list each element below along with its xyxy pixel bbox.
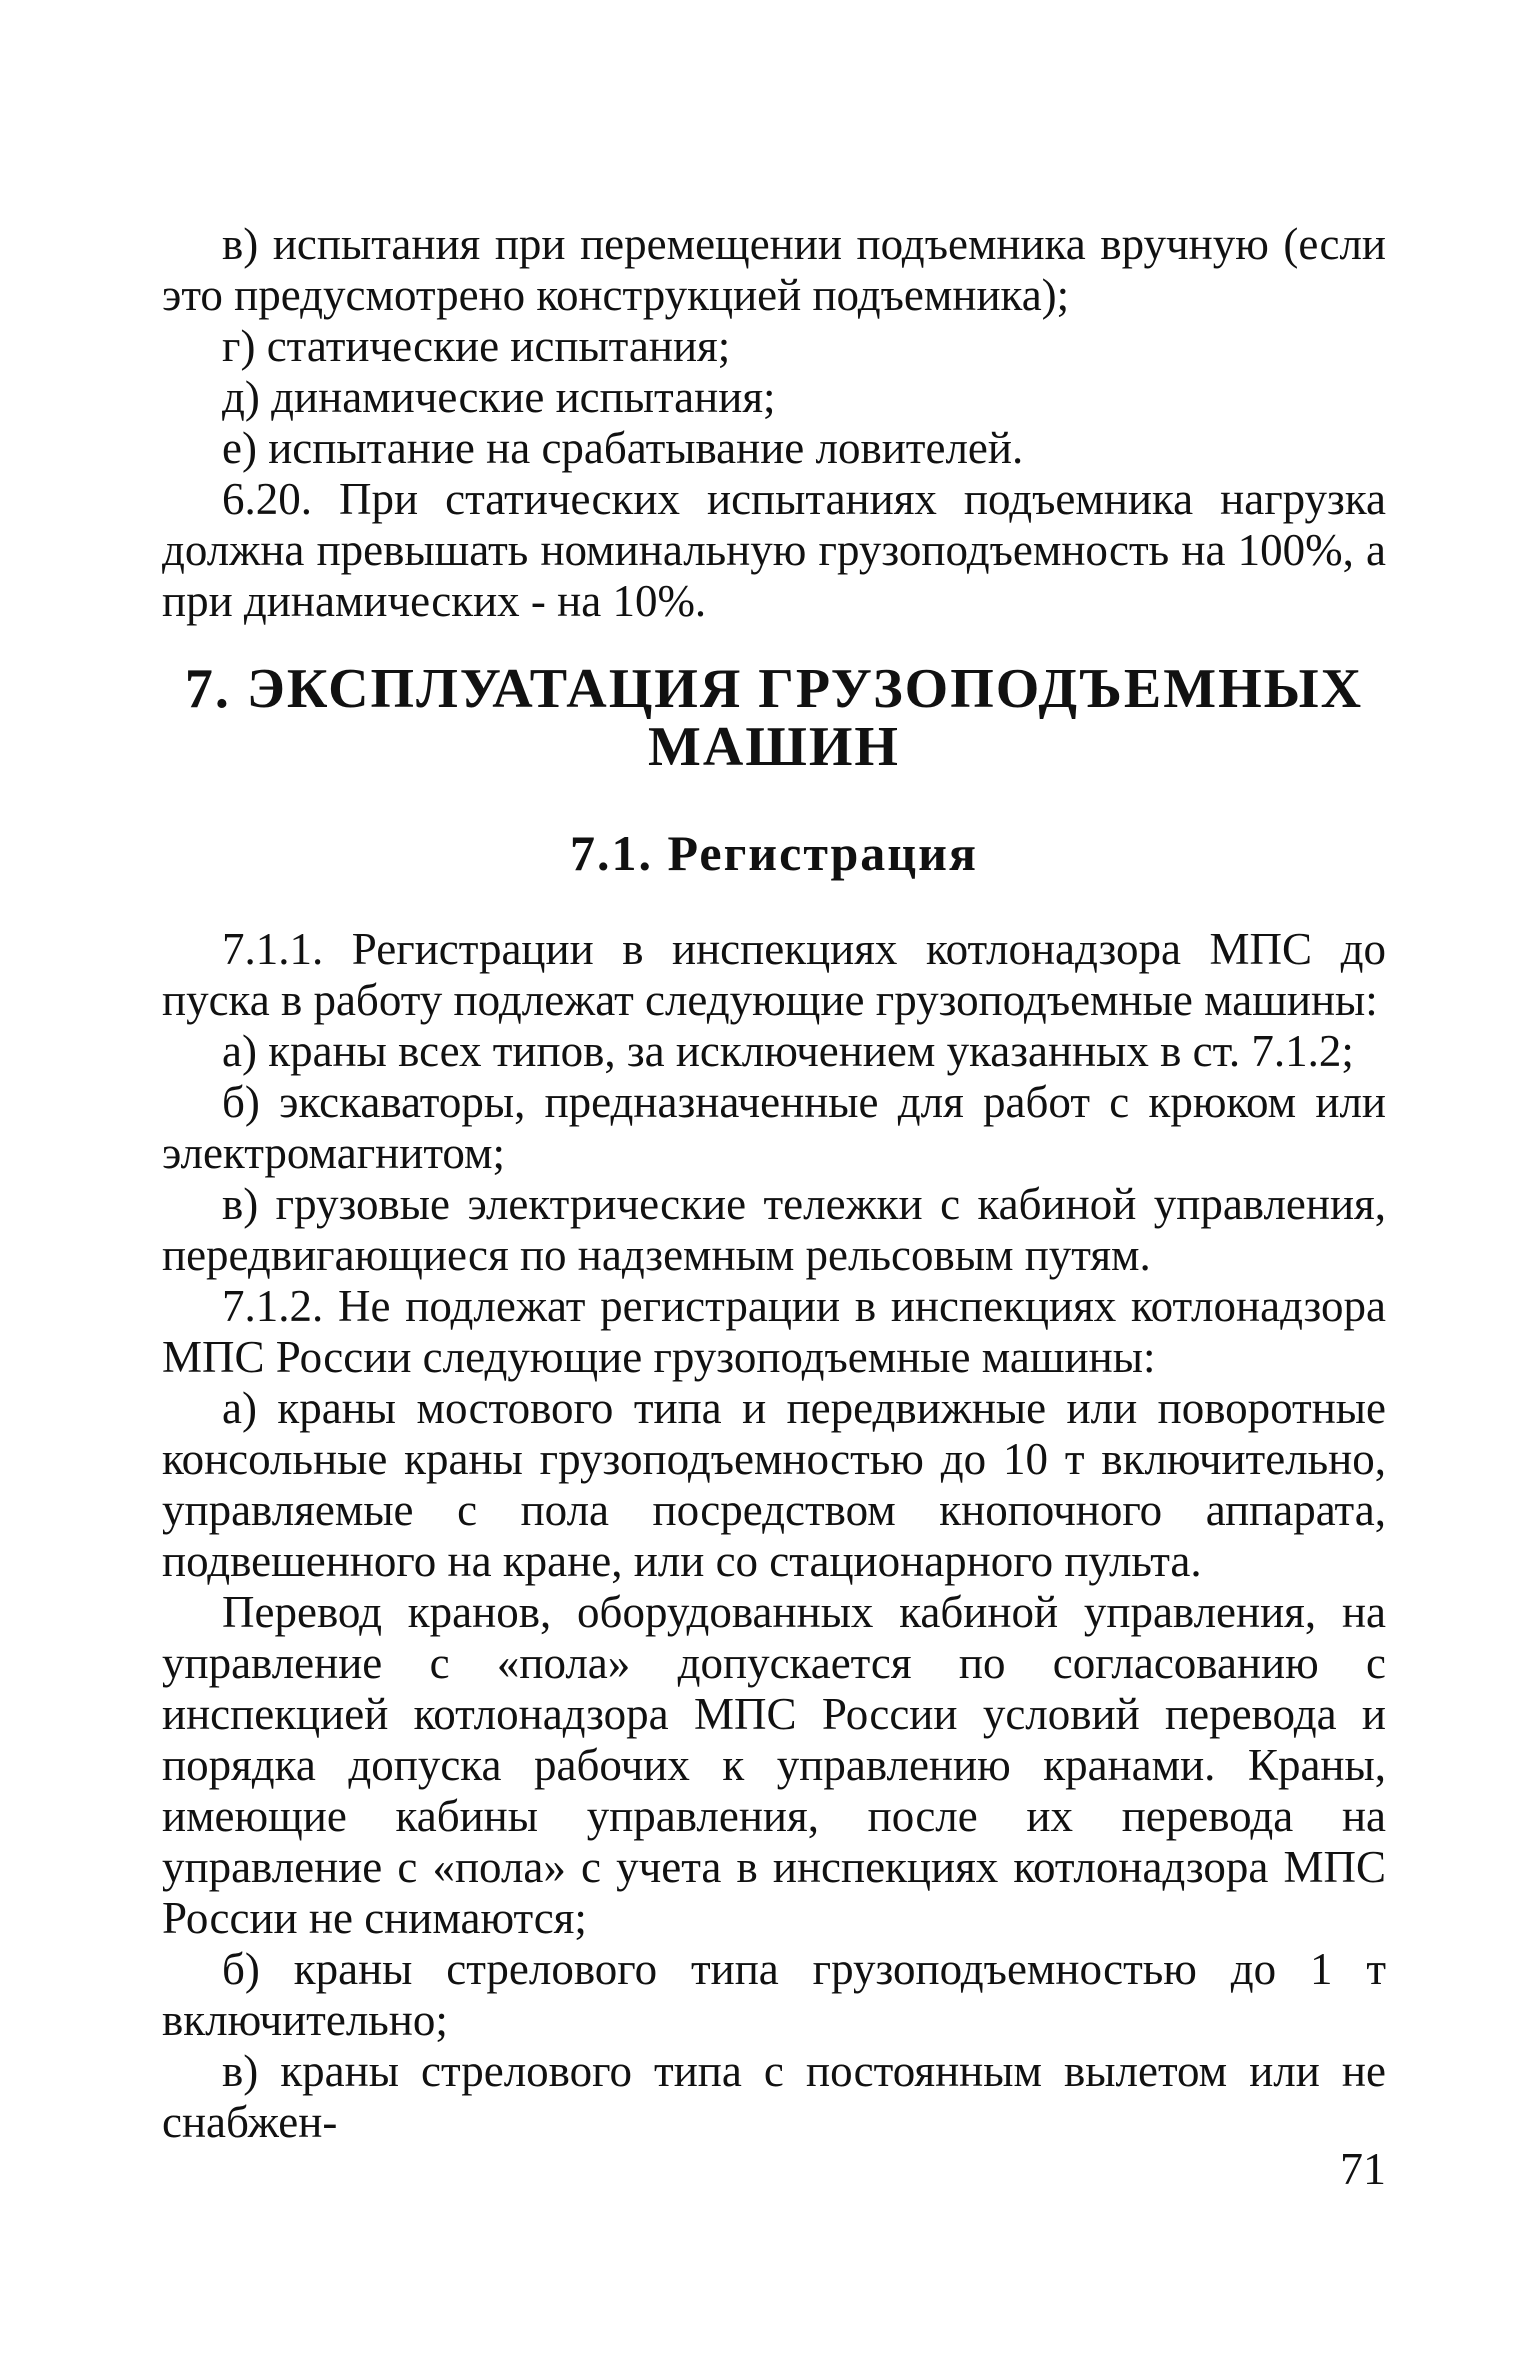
paragraph-item-a: а) краны всех типов, за исключением указанных в ст. 7.1.2; [222, 1026, 1354, 1076]
paragraph-item-g: г) статические испытания; [222, 321, 731, 371]
section-title-line1: 7. ЭКСПЛУАТАЦИЯ ГРУЗОПОДЪЕМНЫХ [184, 658, 1364, 720]
paragraph-item-d: д) динамические испытания; [222, 372, 776, 422]
top-text-block [162, 219, 1386, 627]
subsection-title: 7.1. Регистрация [570, 825, 978, 881]
page-number: 71 [1340, 2143, 1386, 2194]
paragraph-item-v-2: в) грузовые электрические тележки с кабиной управления, передвигающиеся по надземным рельсовым путям. [162, 1179, 1386, 1280]
section-title [162, 660, 1386, 776]
paragraph-crane-transfer: Перевод кранов, оборудованных кабиной управления, на управление с «пола» допускается по согласованию с инспекцией котлонадзора МПС России условий перевода и порядка допуска рабочих к управлению кранами. Краны, имеющие кабины управления, после их перевода на управление с «пола» с учета в инспекциях котлонадзора МПС России не снимаются; [162, 1587, 1386, 1943]
paragraph-item-v-3: в) краны стрелового типа с постоянным вылетом или не снабжен- [162, 2046, 1386, 2147]
main-text-block [162, 924, 1386, 2148]
paragraph-7-1-2: 7.1.2. Не подлежат регистрации в инспекциях котлонадзора МПС России следующие грузоподъемные машины: [162, 1281, 1386, 1382]
section-title-line2: МАШИН [648, 716, 900, 778]
paragraph-item-v: в) испытания при перемещении подъемника вручную (если это предусмотрено конструкцией подъемника); [162, 219, 1386, 320]
paragraph-7-1-1: 7.1.1. Регистрации в инспекциях котлонадзора МПС до пуска в работу подлежат следующие грузоподъемные машины: [162, 924, 1386, 1025]
paragraph-6-20: 6.20. При статических испытаниях подъемника нагрузка должна превышать номинальную грузоподъемность на 100%, а при динамических - на 10%. [162, 474, 1386, 626]
paragraph-item-b-2: б) краны стрелового типа грузоподъемностью до 1 т включительно; [162, 1944, 1386, 2045]
paragraph-item-e: е) испытание на срабатывание ловителей. [222, 423, 1024, 473]
paragraph-item-a-2: а) краны мостового типа и передвижные или поворотные консольные краны грузоподъемностью до 10 т включительно, управляемые с пола посредством кнопочного аппарата, подвешенного на кране, или со стационарного пульта. [162, 1383, 1386, 1586]
paragraph-item-b: б) экскаваторы, предназначенные для работ с крюком или электромагнитом; [162, 1077, 1386, 1178]
